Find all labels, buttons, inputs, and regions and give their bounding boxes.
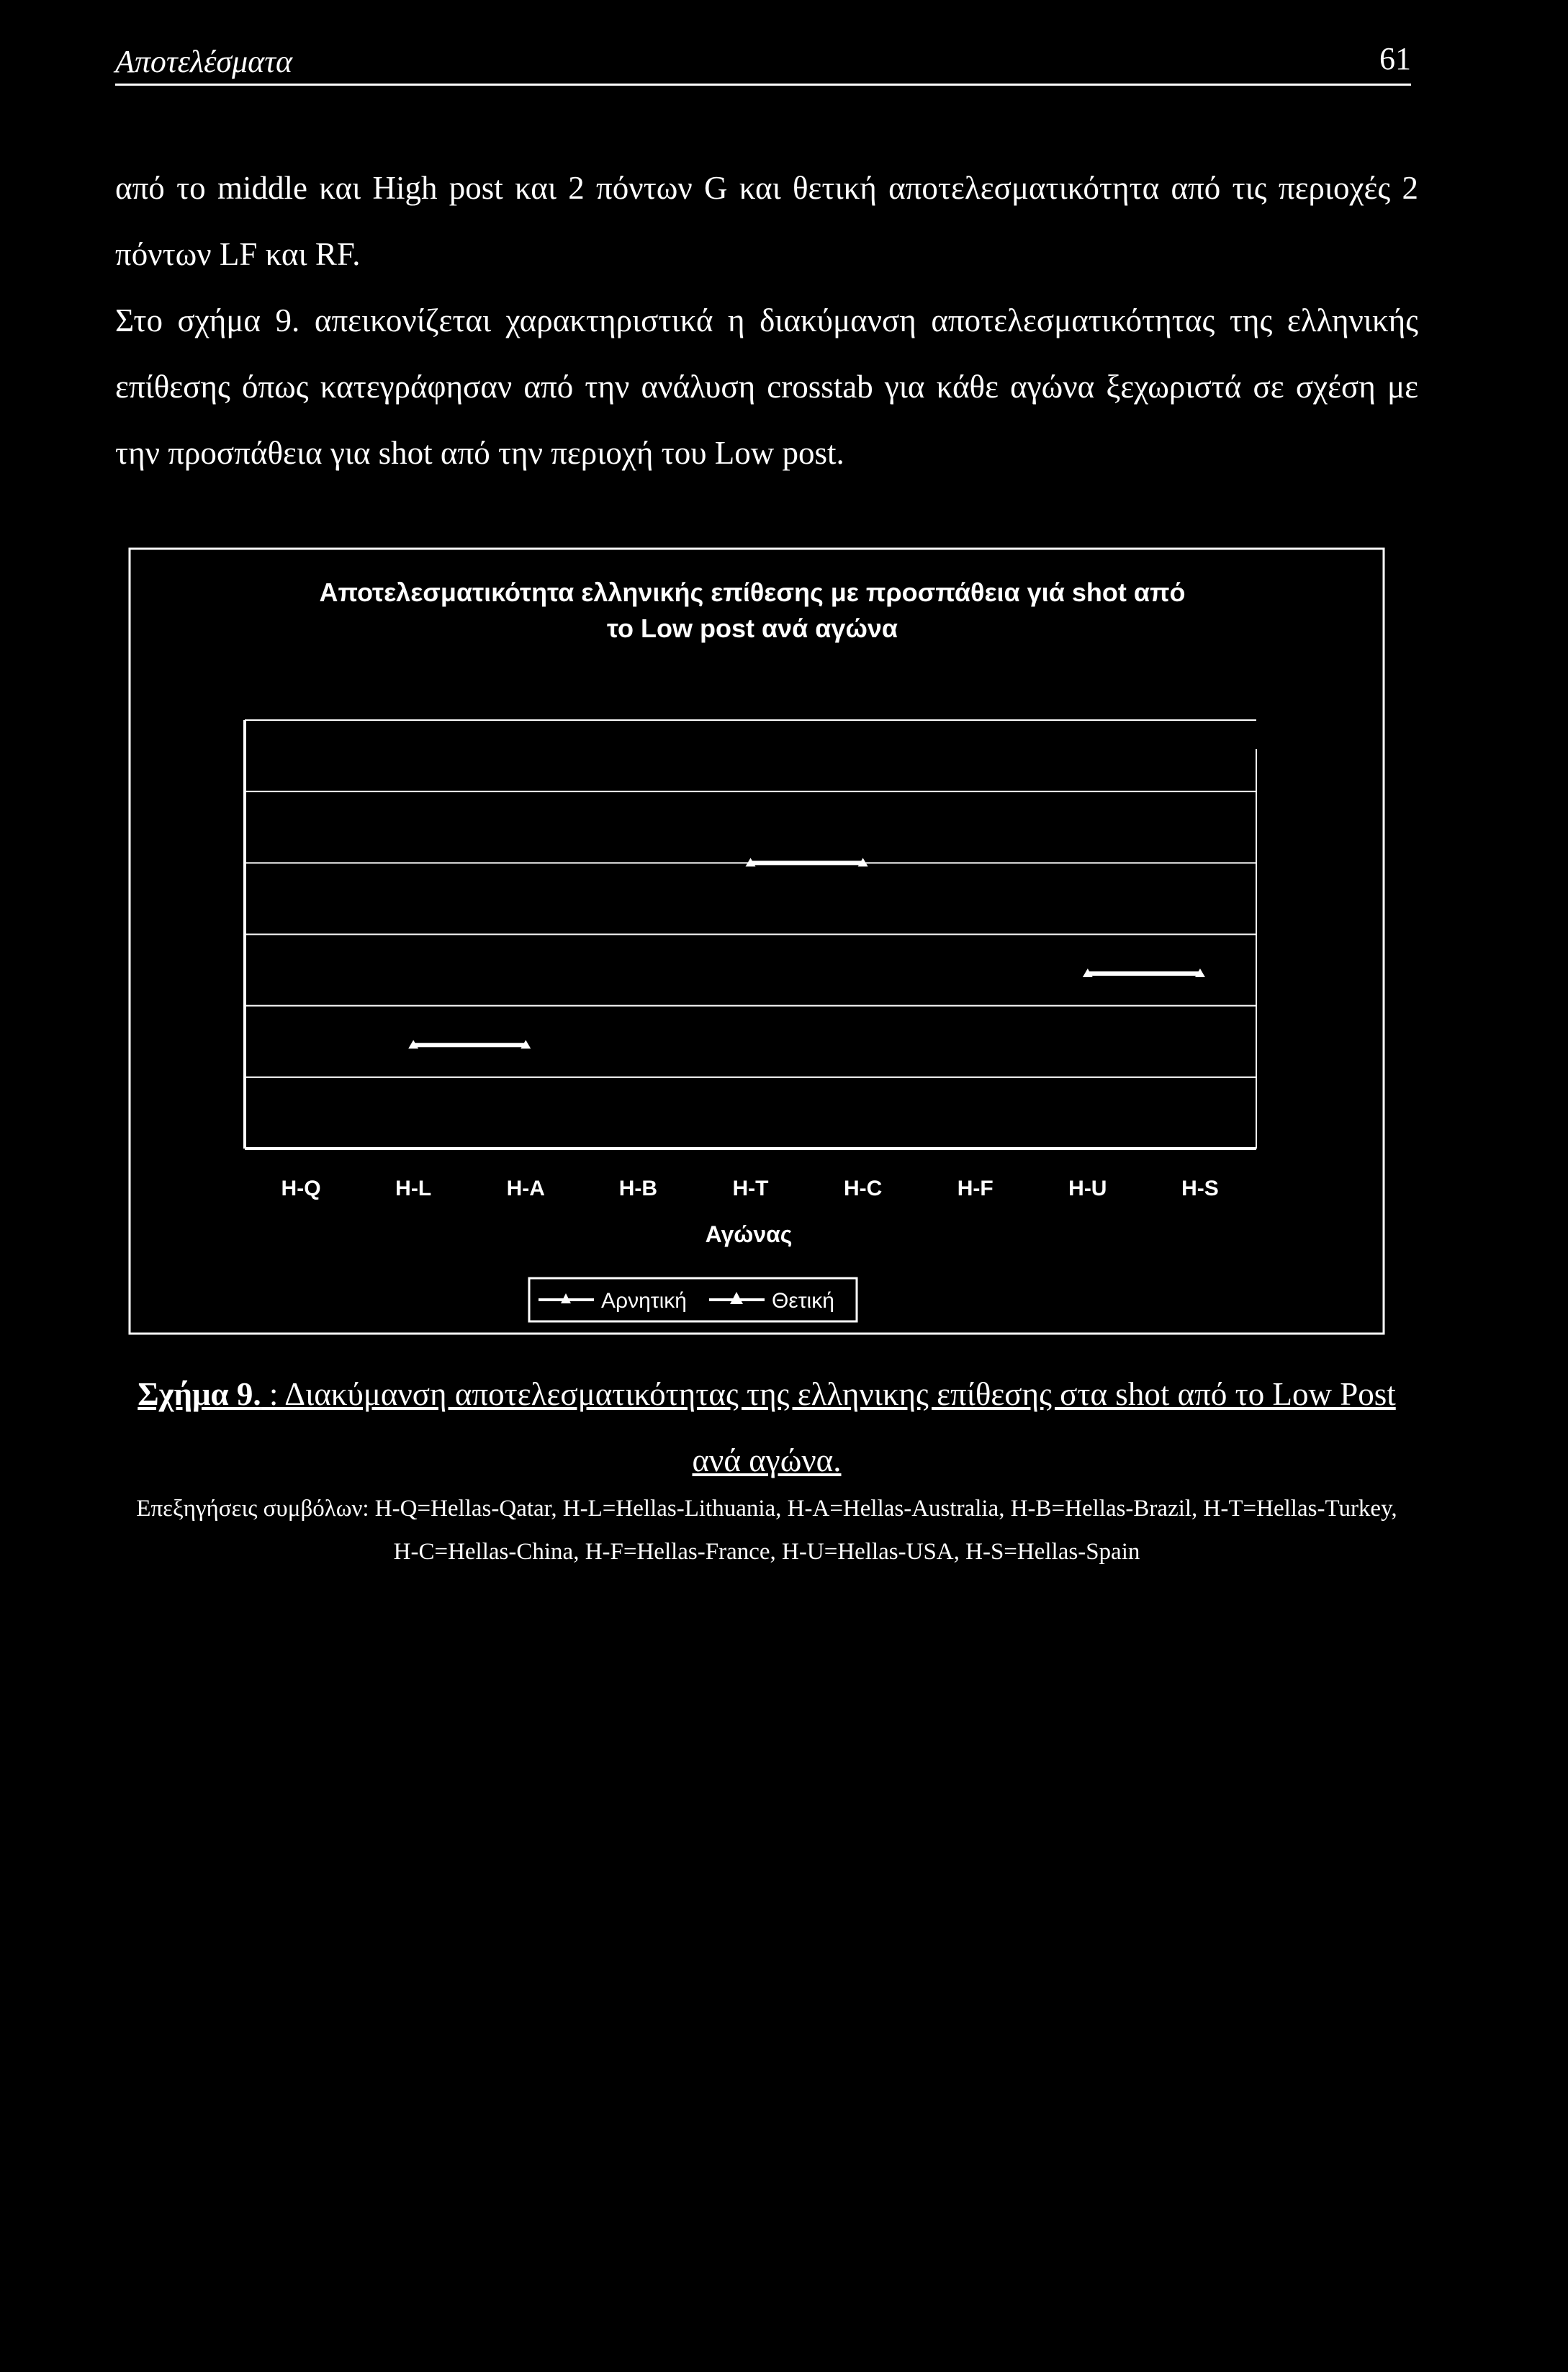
figure-caption (115, 1361, 1418, 1493)
symbol-legend-line1: Επεξηγήσεις συμβόλων: H-Q=Hellas-Qatar, H-L=Hellas-Lithuania, H-A=Hellas-Australia, H-B=Hellas-Brazil, H-T=Hellas-Turkey, (136, 1496, 1397, 1522)
chart-frame (130, 549, 1384, 1334)
x-tick-label: H-A (506, 1177, 545, 1200)
x-tick-label: H-Q (281, 1177, 321, 1200)
x-tick-label: H-U (1068, 1177, 1107, 1200)
x-axis-label: Αγώνας (705, 1221, 793, 1247)
page-number: 61 (1379, 41, 1411, 76)
caption-text: : Διακύμανση αποτελεσματικότητας της ελληνικης επίθεσης στα shot από το Low Post ανά αγώνα. (261, 1376, 1396, 1478)
x-tick-label: H-S (1181, 1177, 1219, 1200)
legend-positive-marker (730, 1292, 743, 1304)
x-tick-label: H-F (957, 1177, 993, 1200)
symbol-legend (108, 1487, 1425, 1573)
paragraph-2: Στο σχήμα 9. απεικονίζεται χαρακτηριστικά η διακύμανση αποτελεσματικότητας της ελληνικής επίθεσης όπως κατεγράφησαν από την ανάλυση crosstab για κάθε αγώνα ξεχωριστά σε σχέση με την προσπάθεια για shot από την περιοχή του Low post. (115, 302, 1418, 471)
symbol-legend-line2: H-C=Hellas-China, H-F=Hellas-France, H-U=Hellas-USA, H-S=Hellas-Spain (393, 1539, 1140, 1565)
x-tick-label: H-C (843, 1177, 883, 1200)
x-tick-label: H-L (395, 1177, 432, 1200)
x-tick-label: H-B (618, 1177, 658, 1200)
header-title: Αποτελέσματα (115, 44, 293, 79)
chart-legend (529, 1278, 857, 1321)
chart-title-line2: το Low post ανά αγώνα (606, 614, 898, 643)
legend-negative-label: Αρνητική (601, 1289, 687, 1313)
caption-label: Σχήμα 9. (138, 1376, 261, 1412)
legend-positive-label: Θετική (772, 1289, 834, 1313)
x-tick-label: H-T (732, 1177, 769, 1200)
plot-area (245, 720, 1256, 1200)
paragraph-1: από το middle και High post και 2 πόντων G και θετική αποτελεσματικότητα από τις περιοχές 2 πόντων LF και RF. (115, 170, 1418, 272)
chart-title-line1: Αποτελεσματικότητα ελληνικής επίθεσης με προσπάθεια γιά shot από (319, 578, 1186, 607)
